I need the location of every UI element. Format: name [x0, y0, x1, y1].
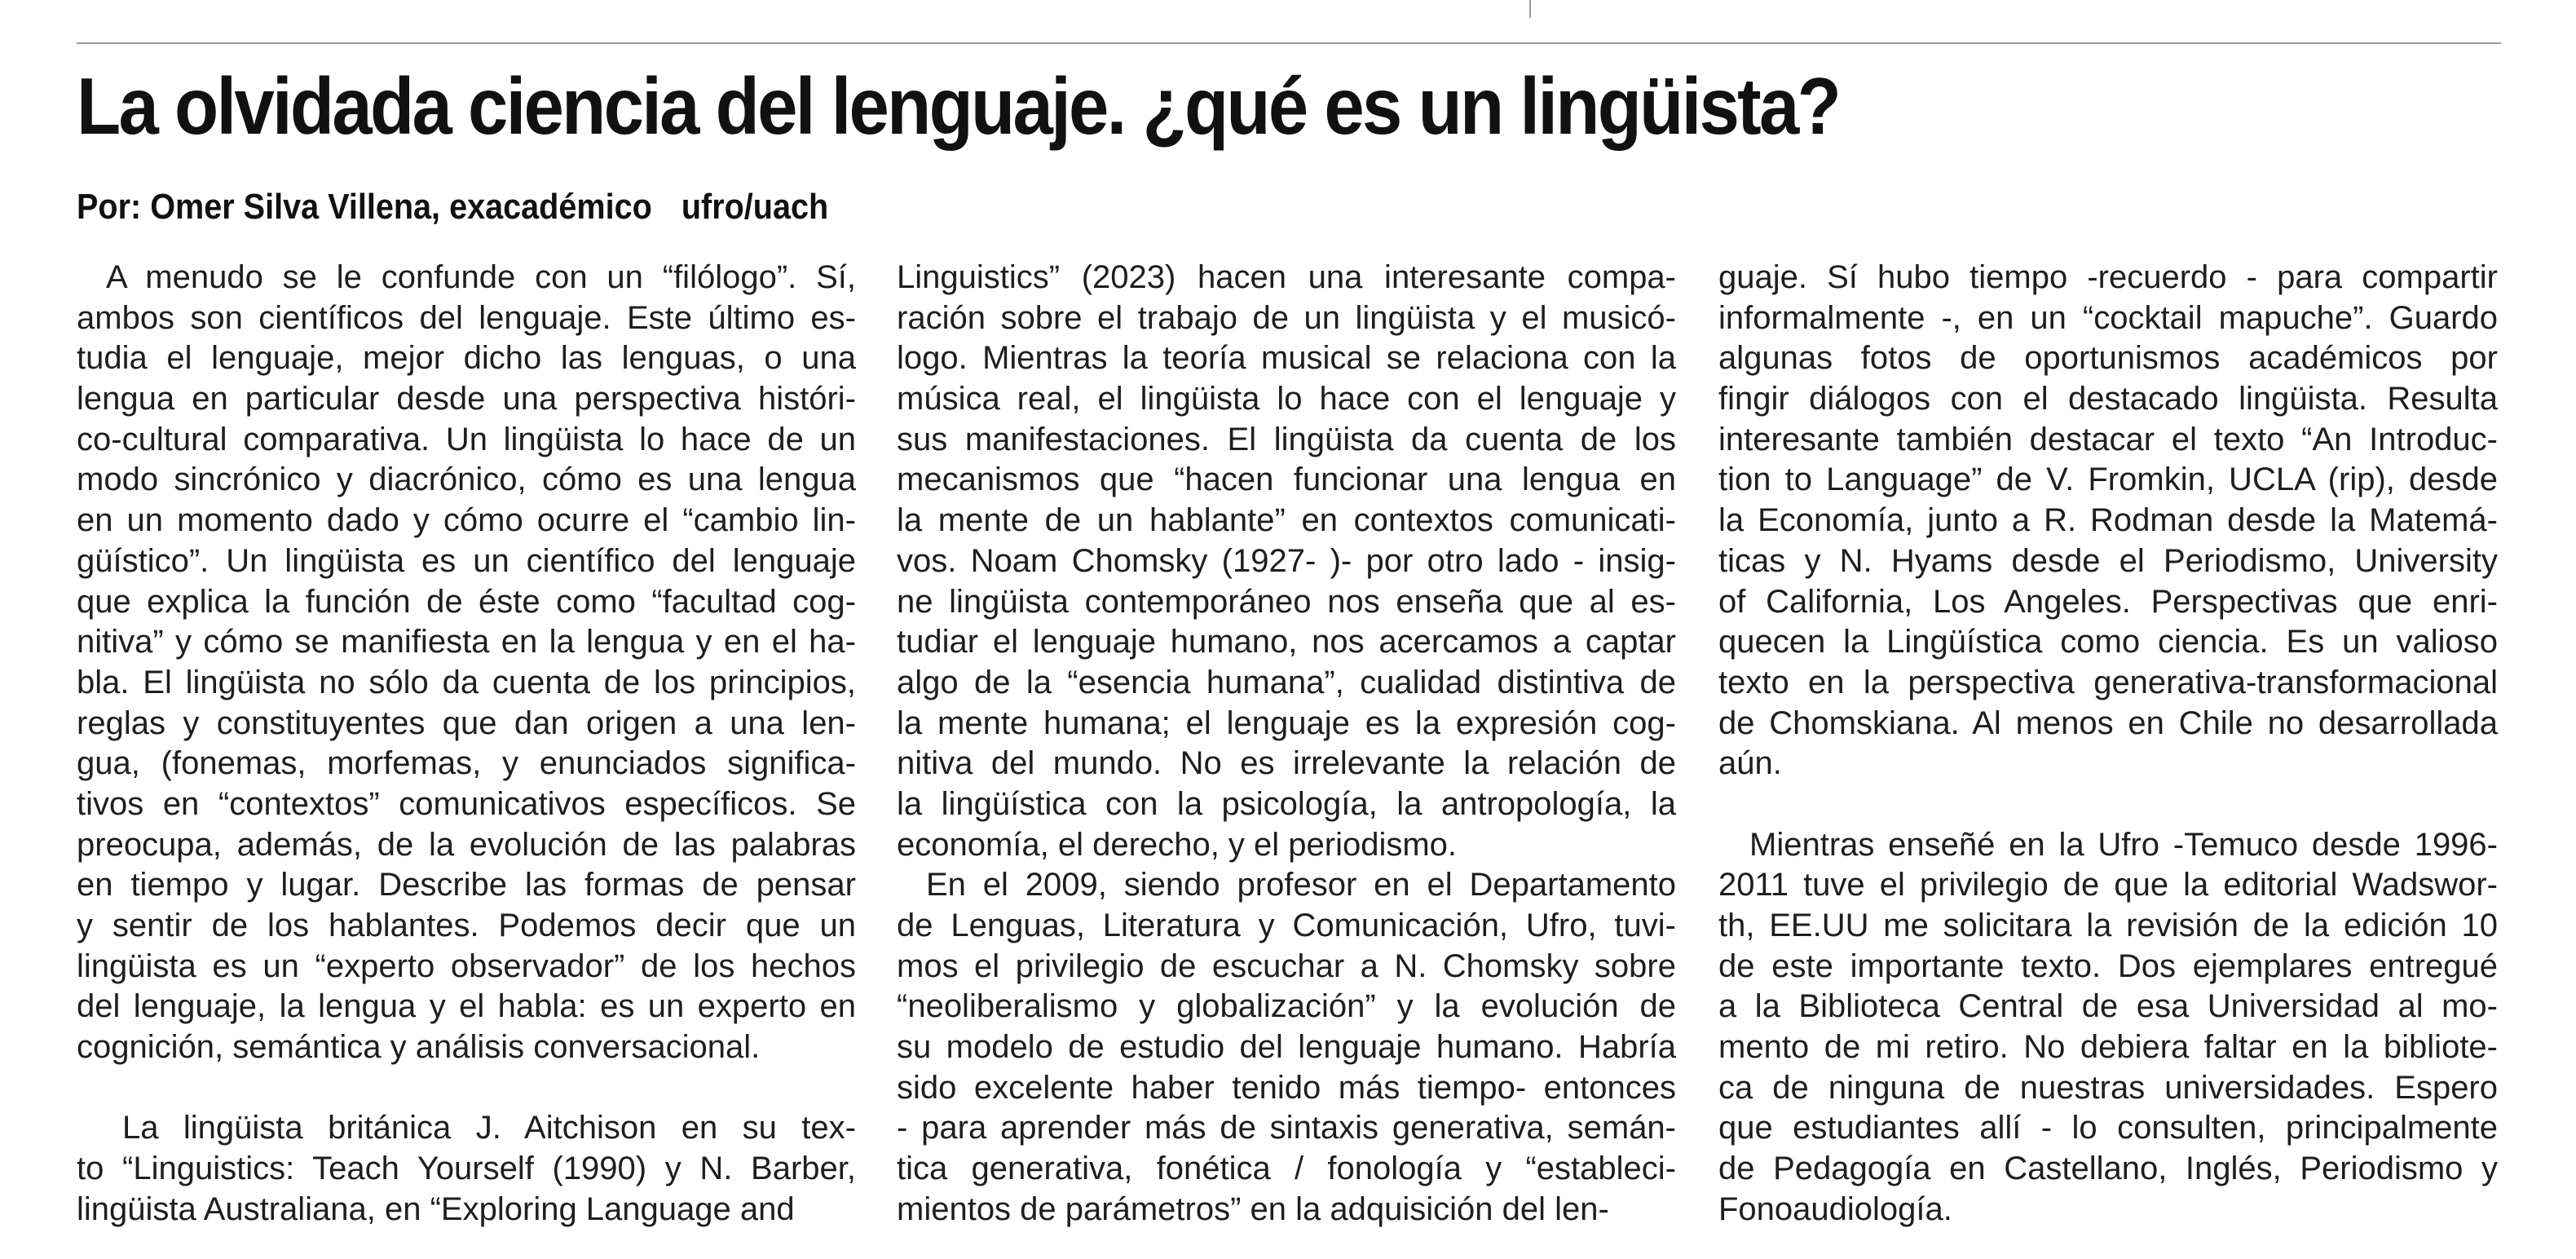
top-rule	[77, 42, 2501, 44]
column-text-line	[77, 1068, 856, 1109]
column-text-line	[1718, 784, 2498, 825]
column-text-line: tion to Language” de V. Fromkin, UCLA (rip), desde	[1718, 462, 2498, 498]
top-column-tick	[1529, 0, 1531, 18]
column-text-line: de Pedagogía en Castellano, Inglés, Periodismo y	[1718, 1151, 2498, 1187]
article-column-3	[1718, 258, 2498, 1230]
column-text-line: mos el privilegio de escuchar a N. Chomsky sobre	[897, 948, 1676, 984]
column-text-line: modo sincrónico y diacrónico, cómo es una lengua	[77, 462, 856, 498]
column-text-line: bla. El lingüista no sólo da cuenta de los principios,	[77, 664, 856, 700]
article-headline: La olvidada ciencia del lenguaje. ¿qué es un lingüista?	[77, 61, 1840, 151]
column-text-line: a la Biblioteca Central de esa Universidad al mo-	[1718, 988, 2498, 1025]
column-text-line: logo. Mientras la teoría musical se relaciona con la	[897, 340, 1676, 377]
column-text-line: co-cultural comparativa. Un lingüista lo hace de un	[77, 421, 856, 457]
column-text-line: de este importante texto. Dos ejemplares entregué	[1718, 948, 2498, 984]
column-text-line: “neoliberalismo y globalización” y la evolución de	[897, 988, 1676, 1025]
column-text-line: vos. Noam Chomsky (1927- )- por otro lado - insig-	[897, 542, 1676, 579]
column-text-line: gua, (fonemas, morfemas, y enunciados significa-	[77, 745, 856, 782]
column-text-line: nitiva” y cómo se manifiesta en la lengua y en el ha-	[77, 624, 856, 660]
column-text-line: to “Linguistics: Teach Yourself (1990) y N. Barber,	[77, 1151, 856, 1187]
column-text-line: de Chomskiana. Al menos en Chile no desarrollada	[1718, 705, 2498, 741]
column-text-line: del lenguaje, la lengua y el habla: es un experto en	[77, 988, 856, 1025]
column-text-line: ración sobre el trabajo de un lingüista y el musicó-	[897, 299, 1676, 336]
column-text-line: reglas y constituyentes que dan origen a una len-	[77, 705, 856, 741]
column-text-line: tivos en “contextos” comunicativos específicos. Se	[77, 785, 856, 822]
column-text-line: En el 2009, siendo profesor en el Departamento	[926, 867, 1676, 903]
column-text-line: A menudo se le confunde con un “filólogo”. Sí,	[106, 259, 856, 295]
column-text-line: la mente humana; el lenguaje es la expresión cog-	[897, 705, 1676, 741]
column-text-line: de Lenguas, Literatura y Comunicación, Ufro, tuvi-	[897, 908, 1676, 943]
column-text-line: en tiempo y lugar. Describe las formas de pensar	[77, 867, 856, 903]
column-text-line: - para aprender más de sintaxis generativa, semán-	[897, 1110, 1676, 1146]
column-text-line: economía, el derecho, y el periodismo.	[897, 826, 1458, 863]
column-text-line: que estudiantes allí - lo consulten, principalmente	[1718, 1110, 2498, 1146]
column-text-line: güístico”. Un lingüista es un científico del lenguaje	[77, 542, 856, 579]
column-text-line: la lingüística con la psicología, la antropología, la	[897, 785, 1676, 822]
column-text-line: la Economía, junto a R. Rodman desde la Matemá-	[1718, 502, 2498, 539]
column-text-line: texto en la perspectiva generativa-transformacional	[1718, 664, 2498, 700]
column-text-line: ticas y N. Hyams desde el Periodismo, University	[1718, 542, 2498, 579]
column-text-line: sus manifestaciones. El lingüista da cuenta de los	[897, 421, 1676, 457]
column-text-line: y sentir de los hablantes. Podemos decir que un	[77, 908, 856, 943]
column-text-line: lingüista es un “experto observador” de los hechos	[77, 948, 856, 984]
column-text-line: ambos son científicos del lenguaje. Este último es-	[77, 299, 856, 336]
column-text-line: tudiar el lenguaje humano, nos acercamos a captar	[897, 624, 1676, 660]
column-text-line: tudia el lenguaje, mejor dicho las lenguas, o una	[77, 340, 856, 377]
column-text-line: mento de mi retiro. No debiera faltar en la bibliote-	[1718, 1029, 2498, 1066]
column-text-line: of California, Los Angeles. Perspectivas que enri-	[1718, 583, 2498, 620]
column-text-line: lingüista Australiana, en “Exploring Language and	[77, 1191, 795, 1227]
column-text-line: música real, el lingüista lo hace con el lenguaje y	[897, 381, 1676, 417]
column-text-line: tica generativa, fonética / fonología y “estableci-	[897, 1151, 1676, 1187]
column-text-line: ca de ninguna de nuestras universidades. Espero	[1718, 1069, 2498, 1106]
column-text-line: 2011 tuve el privilegio de que la editorial Wadswor-	[1718, 867, 2498, 903]
byline-author: Por: Omer Silva Villena, exacadémico	[77, 187, 652, 227]
column-text-line: informalmente -, en un “cocktail mapuche”. Guardo	[1718, 299, 2498, 336]
column-text-line: lengua en particular desde una perspectiva históri-	[77, 381, 856, 417]
column-text-line: fingir diálogos con el destacado lingüista. Resulta	[1718, 381, 2498, 417]
column-text-line: La lingüista británica J. Aitchison en su tex-	[122, 1110, 856, 1146]
article-byline	[77, 181, 828, 233]
column-text-line: la mente de un hablante” en contextos comunicati-	[897, 502, 1676, 539]
column-text-line: Linguistics” (2023) hacen una interesante compa-	[897, 259, 1676, 295]
article-column-2	[897, 258, 1676, 1230]
column-text-line: quecen la Lingüística como ciencia. Es un valioso	[1718, 624, 2498, 660]
byline-affiliation: ufro/uach	[681, 187, 829, 227]
column-text-line: Fonoaudiología.	[1718, 1191, 1952, 1227]
column-text-line: guaje. Sí hubo tiempo -recuerdo - para compartir	[1718, 259, 2498, 295]
column-text-line: ne lingüista contemporáneo nos enseña que al es-	[897, 583, 1676, 620]
article-column-1	[77, 258, 856, 1230]
column-text-line: Mientras enseñé en la Ufro -Temuco desde 1996-	[1749, 826, 2498, 863]
column-text-line: sido excelente haber tenido más tiempo- entonces	[897, 1069, 1676, 1106]
column-text-line: mientos de parámetros” en la adquisición del len-	[897, 1191, 1609, 1227]
column-text-line: cognición, semántica y análisis conversacional.	[77, 1029, 761, 1066]
column-text-line: en un momento dado y cómo ocurre el “cambio lin-	[77, 502, 856, 539]
column-text-line: preocupa, además, de la evolución de las palabras	[77, 826, 856, 863]
column-text-line: su modelo de estudio del lenguaje humano. Habría	[897, 1029, 1676, 1066]
column-text-line: algo de la “esencia humana”, cualidad distintiva de	[897, 664, 1676, 700]
column-text-line: aún.	[1718, 745, 1782, 782]
column-text-line: interesante también destacar el texto “An Introduc-	[1718, 421, 2498, 457]
column-text-line: algunas fotos de oportunismos académicos por	[1718, 340, 2498, 377]
column-text-line: nitiva del mundo. No es irrelevante la relación de	[897, 745, 1676, 782]
column-text-line: mecanismos que “hacen funcionar una lengua en	[897, 462, 1676, 498]
column-text-line: que explica la función de éste como “facultad cog-	[77, 583, 856, 620]
column-text-line: th, EE.UU me solicitara la revisión de la edición 10	[1718, 908, 2498, 943]
